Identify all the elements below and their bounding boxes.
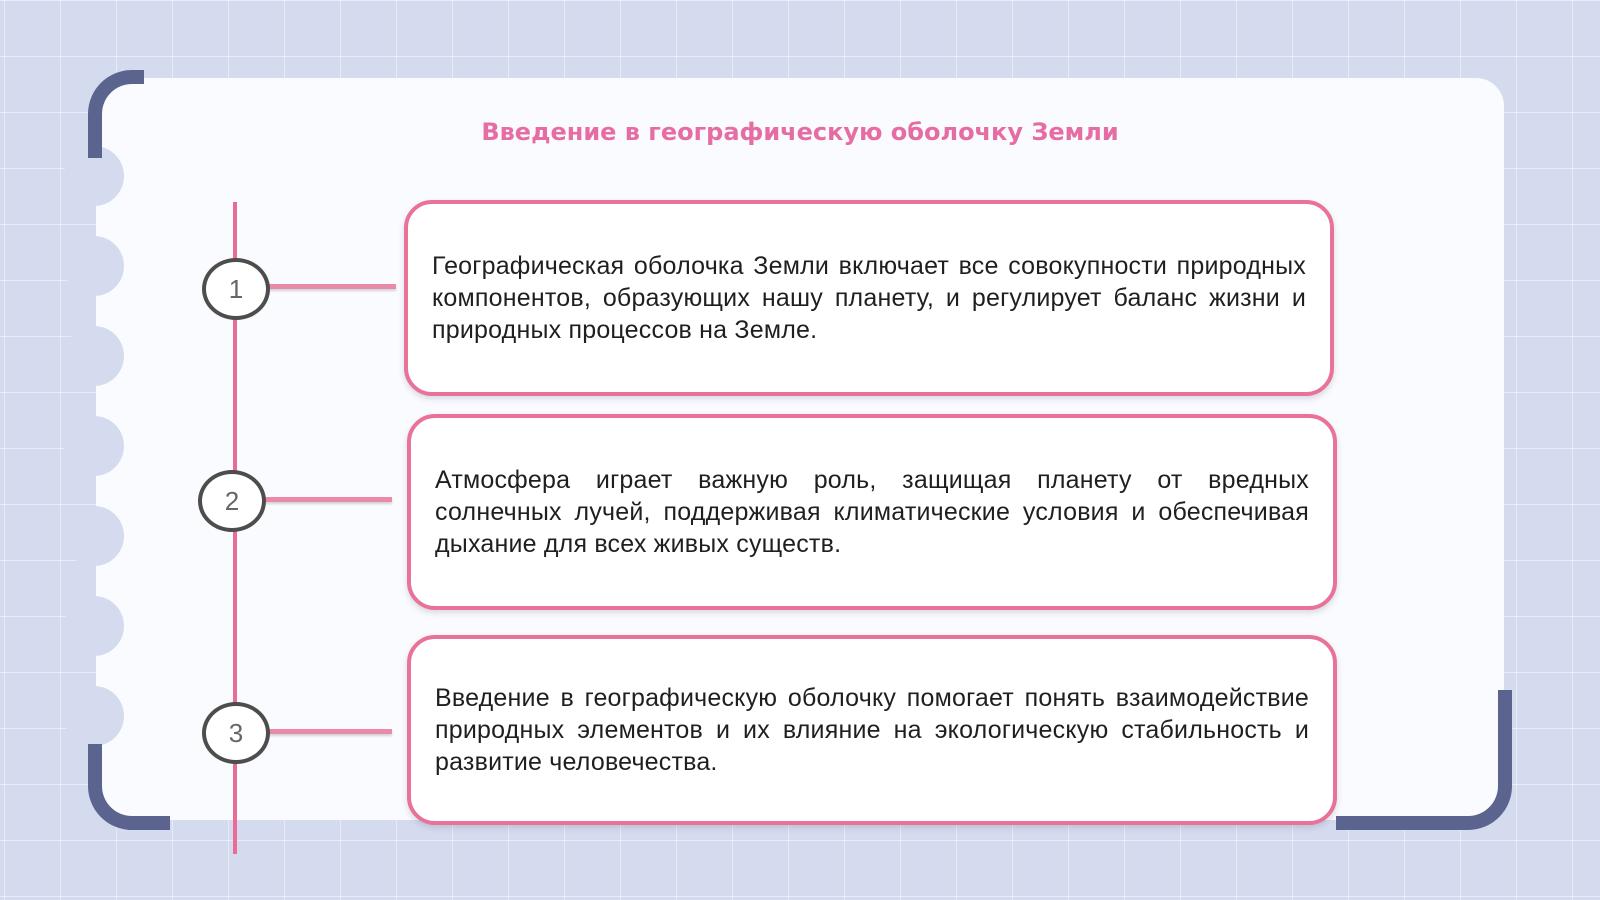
slide-title: Введение в географическую оболочку Земли (481, 118, 1119, 146)
step-number-badge: 1 (202, 258, 270, 320)
timeline-item-text: Атмосфера играет важную роль, защищая планету от вредных солнечных лучей, поддерживая климатические условия и обеспечивая дыхание для всех живых существ. (435, 466, 1309, 558)
timeline-item-box (404, 200, 1334, 396)
step-number-badge: 2 (198, 470, 266, 532)
timeline-connector (264, 729, 392, 734)
timeline-item-box (407, 635, 1337, 825)
step-number-badge: 3 (202, 702, 270, 764)
timeline-connector (262, 497, 392, 502)
scallop-decoration (64, 236, 124, 296)
scallop-decoration (64, 686, 124, 746)
scallop-decoration (64, 326, 124, 386)
timeline-item-box (407, 414, 1337, 610)
scallop-decoration (64, 416, 124, 476)
corner-bracket-bottom-right (1336, 690, 1512, 830)
corner-bracket-top-left (88, 70, 144, 158)
timeline-connector (264, 284, 396, 289)
scallop-decoration (64, 596, 124, 656)
corner-bracket-bottom-left (88, 744, 170, 830)
timeline-item-text: Географическая оболочка Земли включает все совокупности природных компонентов, образующих нашу планету, и регулирует баланс жизни и природных процессов на Земле. (432, 252, 1306, 344)
timeline-item-text: Введение в географическую оболочку помогает понять взаимодействие природных элементов и их влияние на экологическую стабильность и развитие человечества. (435, 684, 1309, 776)
scallop-decoration (64, 506, 124, 566)
